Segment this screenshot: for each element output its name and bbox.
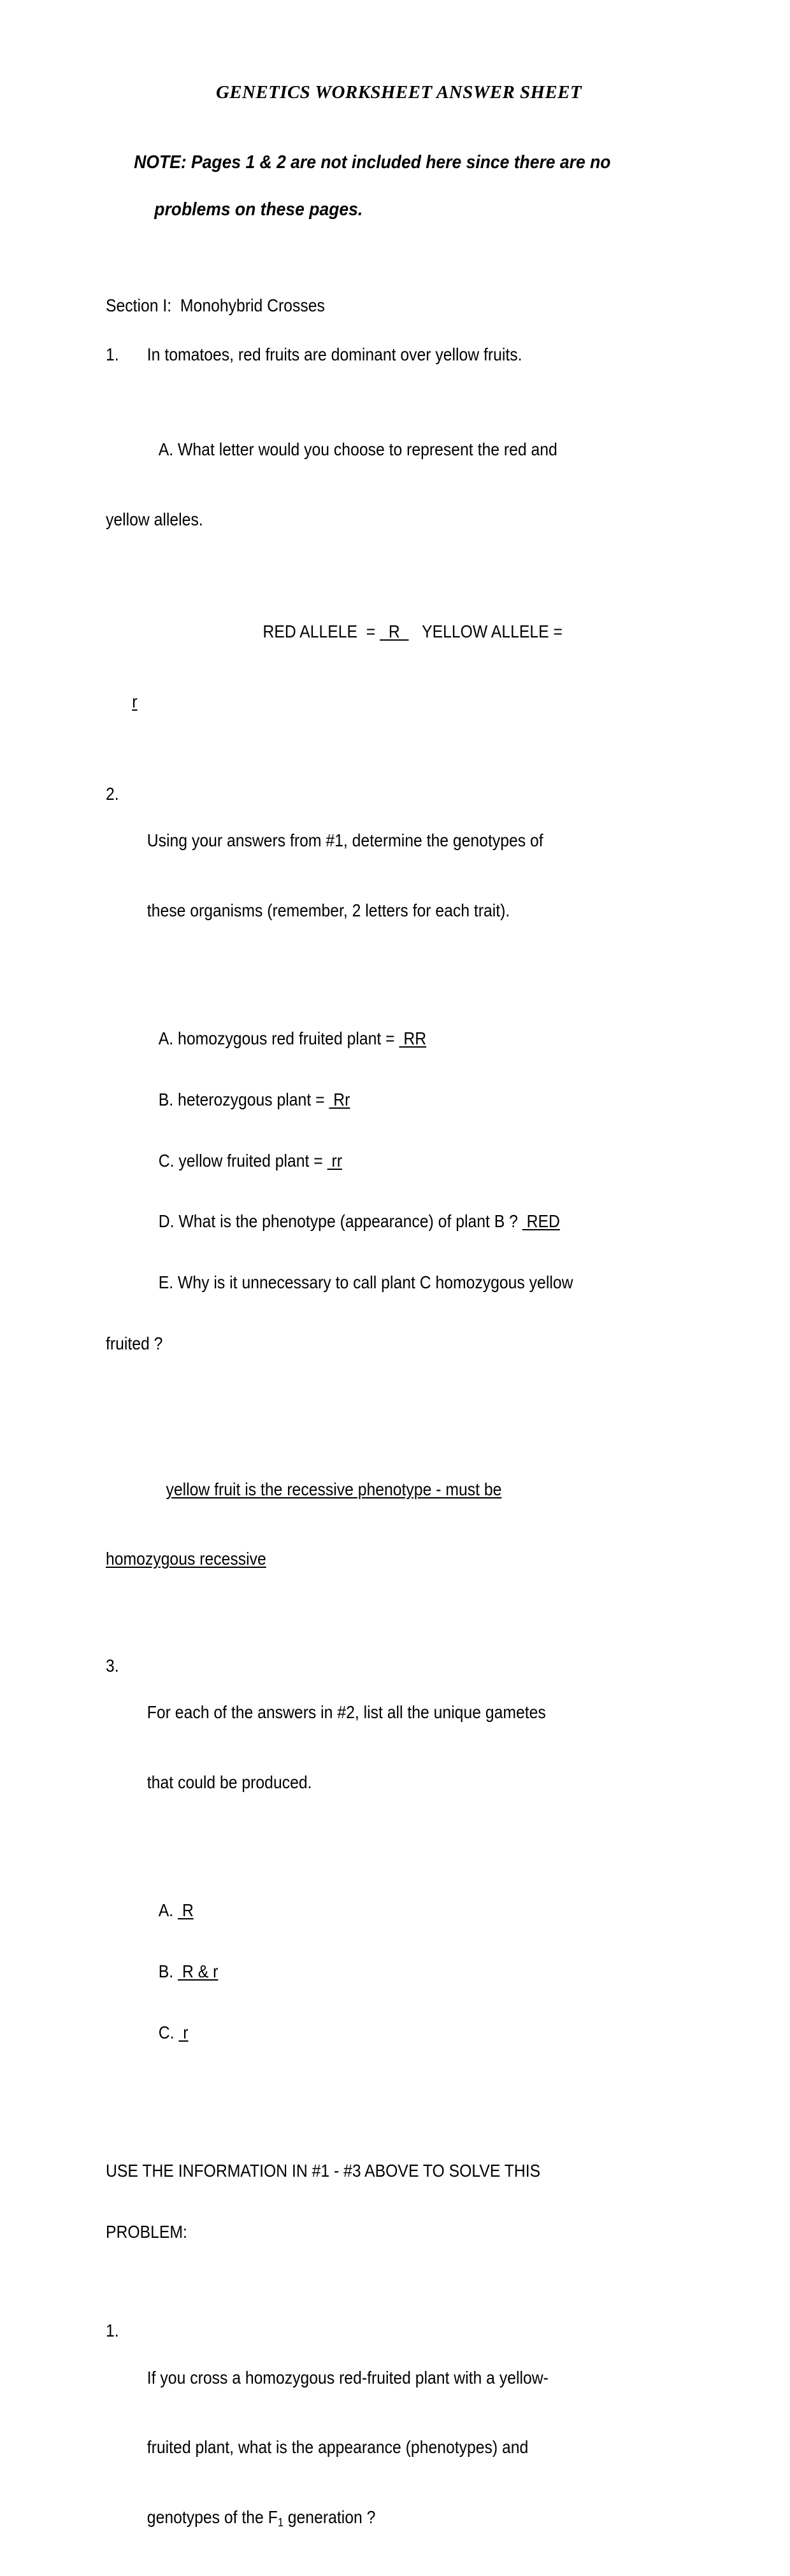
red-allele-answer: R <box>380 622 409 642</box>
question-1-number: 1. <box>106 344 119 364</box>
answer-value: RR <box>399 1028 427 1049</box>
written-answer-line-2: homozygous recessive <box>106 1549 266 1569</box>
question-3-answer-list <box>106 1860 633 2083</box>
question-1-part-a <box>106 392 633 578</box>
question-4-line-3 <box>147 2506 633 2530</box>
question-4-line-2: fruited plant, what is the appearance (phenotypes) and <box>147 2437 529 2458</box>
answer-value: RED <box>522 1211 560 1232</box>
question-3 <box>106 1654 633 1841</box>
question-1-part-a-line-1: A. What letter would you choose to represent the red and <box>158 439 557 460</box>
question-4-line-3-after: generation ? <box>283 2507 376 2527</box>
yellow-allele-answer-row <box>106 667 633 737</box>
instruction-line-1: USE THE INFORMATION IN #1 - #3 ABOVE TO SOLVE THIS <box>106 2161 541 2181</box>
question-3-number: 3. <box>106 1655 119 1676</box>
written-answer-line-1: yellow fruit is the recessive phenotype - must be <box>166 1479 502 1499</box>
answer-value: r <box>178 2022 189 2042</box>
question-3-line-1: For each of the answers in #2, list all the unique gametes <box>147 1702 546 1723</box>
page-title: GENETICS WORKSHEET ANSWER SHEET <box>215 82 582 103</box>
question-2-written-answer <box>106 1431 633 1618</box>
spacer <box>106 1618 692 1654</box>
answer-label: C. yellow fruited plant = <box>158 1150 327 1171</box>
answer-label: C. <box>158 2022 179 2042</box>
note-block <box>106 103 651 269</box>
answer-label: D. What is the phenotype (appearance) of plant B ? <box>158 1211 522 1232</box>
answer-value: Rr <box>329 1090 350 1110</box>
note-line-1: NOTE: Pages 1 & 2 are not included here since there are no <box>134 152 611 173</box>
page-content <box>106 0 692 2576</box>
spacer <box>106 1394 692 1431</box>
answer-label: A. <box>158 1900 178 1921</box>
question-1 <box>106 343 633 367</box>
answer-item <box>106 2023 633 2043</box>
question-3-text <box>147 1654 633 1841</box>
answer-item <box>106 1028 633 1049</box>
instruction-block <box>106 2120 633 2282</box>
question-2-line-1: Using your answers from #1, determine the genotypes of <box>147 830 543 851</box>
question-3-line-2: that could be produced. <box>147 1772 312 1792</box>
spacer <box>106 578 692 597</box>
answer-item <box>106 1961 633 1982</box>
spacer <box>106 366 692 392</box>
spacer <box>106 737 692 783</box>
answer-label: B. <box>158 1961 178 1981</box>
f1-subscript: 1 <box>277 2516 284 2529</box>
question-1-part-a-line-2: yellow alleles. <box>106 509 203 530</box>
answer-item <box>106 1151 633 1171</box>
yellow-allele-answer: r <box>132 692 138 712</box>
answer-label: B. heterozygous plant = <box>158 1090 329 1110</box>
answer-value: R & r <box>178 1961 219 1981</box>
instruction-line-2: PROBLEM: <box>106 2221 187 2242</box>
question-2-part-e-line-2: fruited ? <box>106 1333 163 1353</box>
question-4-number: 1. <box>106 2321 119 2341</box>
red-allele-label: RED ALLELE = <box>262 622 380 642</box>
answer-value: R <box>178 1900 194 1921</box>
question-2-part-e-line-1: E. Why is it unnecessary to call plant C homozygous yellow <box>158 1272 573 1293</box>
yellow-allele-label: YELLOW ALLELE = <box>422 622 563 642</box>
question-2-line-2: these organisms (remember, 2 letters for each trait). <box>147 900 510 920</box>
question-4-text <box>147 2319 633 2575</box>
question-4-line-1: If you cross a homozygous red-fruited plant with a yellow- <box>147 2367 549 2387</box>
spacer <box>106 1840 692 1860</box>
answer-value: rr <box>327 1150 342 1171</box>
question-1-text: In tomatoes, red fruits are dominant over yellow fruits. <box>147 344 522 364</box>
answer-label: A. homozygous red fruited plant = <box>158 1028 399 1049</box>
question-2-text <box>147 783 633 969</box>
answer-item <box>106 1090 633 1110</box>
section-heading: Section I: Monohybrid Crosses <box>106 295 325 316</box>
answer-item <box>106 1900 633 1921</box>
spacer <box>106 2282 692 2319</box>
spacer <box>106 269 692 294</box>
question-2 <box>106 783 633 969</box>
question-2-answer-list <box>106 988 633 1395</box>
question-4-line-3-before: genotypes of the F <box>147 2507 278 2527</box>
spacer <box>106 969 692 988</box>
spacer <box>106 2083 692 2120</box>
question-2-number: 2. <box>106 784 119 804</box>
answer-item <box>106 1211 633 1232</box>
question-4 <box>106 2319 633 2575</box>
allele-answer-row <box>106 597 633 667</box>
note-line-2: problems on these pages. <box>154 199 363 220</box>
spacer <box>106 318 692 343</box>
